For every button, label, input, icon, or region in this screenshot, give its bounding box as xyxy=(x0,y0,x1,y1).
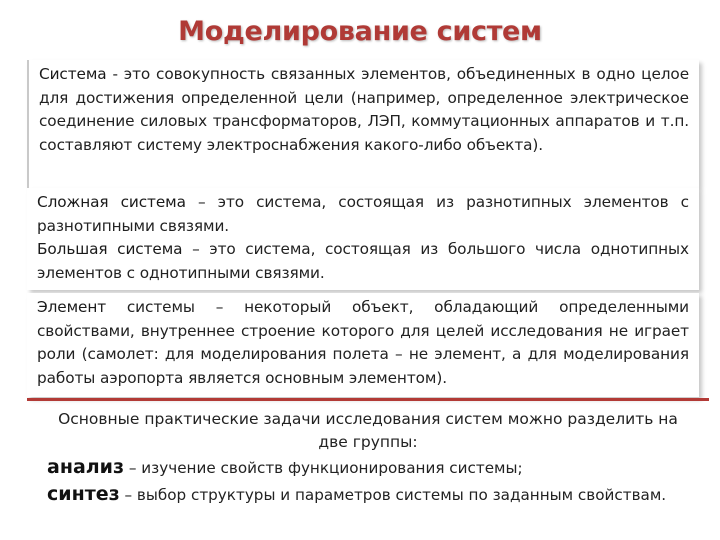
term-complex-system: Сложная система xyxy=(37,193,186,211)
definition-card-system xyxy=(27,60,699,188)
definition-card-complex-large xyxy=(27,188,699,290)
task-analysis-text: – изучение свойств функционирования системы; xyxy=(124,459,523,477)
task-analysis xyxy=(27,454,709,481)
task-synthesis xyxy=(27,481,709,508)
definition-complex-system-text: – это система, состоящая из разнотипных элементов с разнотипными связями. xyxy=(37,193,689,235)
definition-card-element xyxy=(27,293,699,397)
definition-element xyxy=(37,296,689,390)
task-synthesis-text: – выбор структуры и параметров системы по заданным свойствам. xyxy=(119,486,667,504)
page-title: Моделирование систем xyxy=(178,16,542,47)
term-large-system: Большая система xyxy=(37,240,183,258)
definition-system-text: - это совокупность связанных элементов, объединенных в одно целое для достижения определенной цели (например, определенное электрическое соединение силовых трансформаторов, ЛЭП, коммутационных аппаратов и т.п. составляют систему электроснабжения какого-либо объекта). xyxy=(39,65,689,154)
task-analysis-keyword: анализ xyxy=(47,456,125,478)
definition-system xyxy=(39,63,689,157)
section-divider xyxy=(27,398,709,401)
definition-element-text: системы – некоторый объект, обладающий определенными свойствами, внутреннее строение которого для целей исследования не играет роли (самолет: для моделирования полета – не элемент, а для моделирования работы аэропорта является основным элементом). xyxy=(37,298,689,387)
tasks-section xyxy=(27,408,709,508)
definition-large-system-text: – это система, состоящая из большого числа однотипных элементов с однотипными связями. xyxy=(37,240,689,282)
term-element: Элемент xyxy=(37,298,107,316)
definition-large-system xyxy=(37,238,689,285)
tasks-intro: Основные практические задачи исследования систем можно разделить на две группы: xyxy=(58,410,678,451)
term-system: Система xyxy=(39,65,107,83)
task-synthesis-keyword: синтез xyxy=(47,483,120,505)
definition-complex-system xyxy=(37,191,689,238)
